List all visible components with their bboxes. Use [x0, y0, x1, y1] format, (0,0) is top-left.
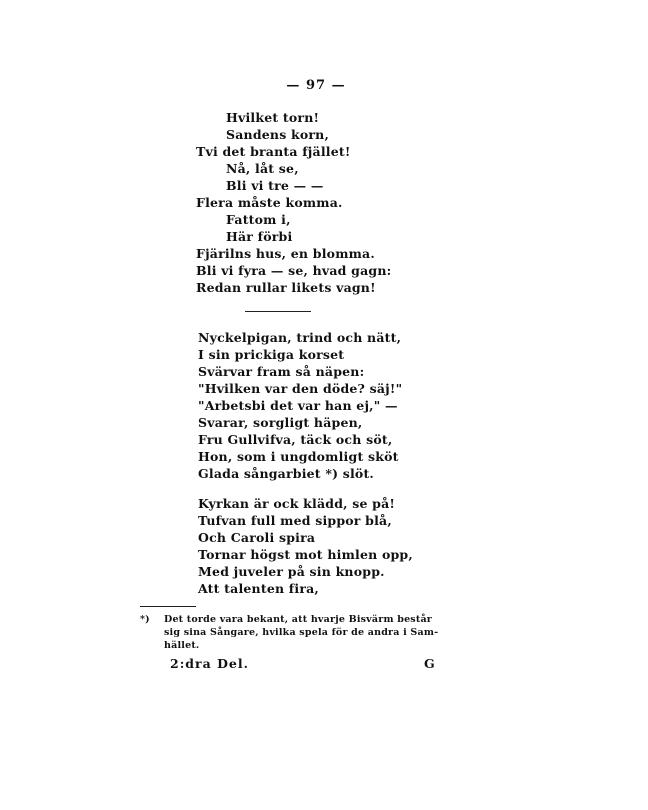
footnote-marker: *)	[140, 614, 150, 625]
verse-line: Hvilket torn!	[226, 110, 320, 125]
verse-line: I sin prickiga korset	[198, 347, 345, 362]
verse-line: Flera måste komma.	[196, 195, 343, 210]
verse-line: Här förbi	[226, 229, 293, 244]
signature-letter: G	[424, 656, 436, 671]
verse-line: Redan rullar likets vagn!	[196, 280, 376, 295]
verse-line: Hon, som i ungdomligt sköt	[198, 449, 399, 464]
footnote-line: hället.	[164, 640, 200, 651]
footnote-line: sig sina Sångare, hvilka spela för de andra i Sam-	[164, 627, 439, 638]
footnote-line: Det torde vara bekant, att hvarje Bisvärm består	[164, 614, 433, 625]
verse-line: Tvi det branta fjället!	[196, 144, 351, 159]
verse-line: Nyckelpigan, trind och nätt,	[198, 330, 402, 345]
verse-line: Tufvan full med sippor blå,	[198, 513, 392, 528]
verse-line: Fjärilns hus, en blomma.	[196, 246, 375, 261]
verse-line: Kyrkan är ock klädd, se på!	[198, 496, 396, 511]
verse-line: Nå, låt se,	[226, 161, 299, 176]
page-number: — 97 —	[286, 78, 346, 93]
verse-line: Glada sångarbiet *) slöt.	[198, 466, 374, 481]
verse-line: Svarar, sorgligt häpen,	[198, 415, 363, 430]
verse-line: Sandens korn,	[226, 127, 330, 142]
verse-line: Svärvar fram så näpen:	[198, 364, 365, 379]
verse-line: Och Caroli spira	[198, 530, 316, 545]
verse-line: Att talenten fira,	[198, 581, 319, 596]
section-divider	[245, 311, 311, 312]
verse-line: Bli vi tre — —	[226, 178, 324, 193]
signature-mark: 2:dra Del.	[170, 656, 249, 671]
verse-line: Fattom i,	[226, 212, 291, 227]
verse-line: Fru Gullvifva, täck och söt,	[198, 432, 393, 447]
footnote-divider	[140, 606, 196, 607]
verse-line: Med juveler på sin knopp.	[198, 564, 385, 579]
verse-line: "Arbetsbi det var han ej," —	[198, 398, 398, 413]
verse-line: Bli vi fyra — se, hvad gagn:	[196, 263, 392, 278]
verse-line: Tornar högst mot himlen opp,	[198, 547, 413, 562]
verse-line: "Hvilken var den döde? säj!"	[198, 381, 403, 396]
